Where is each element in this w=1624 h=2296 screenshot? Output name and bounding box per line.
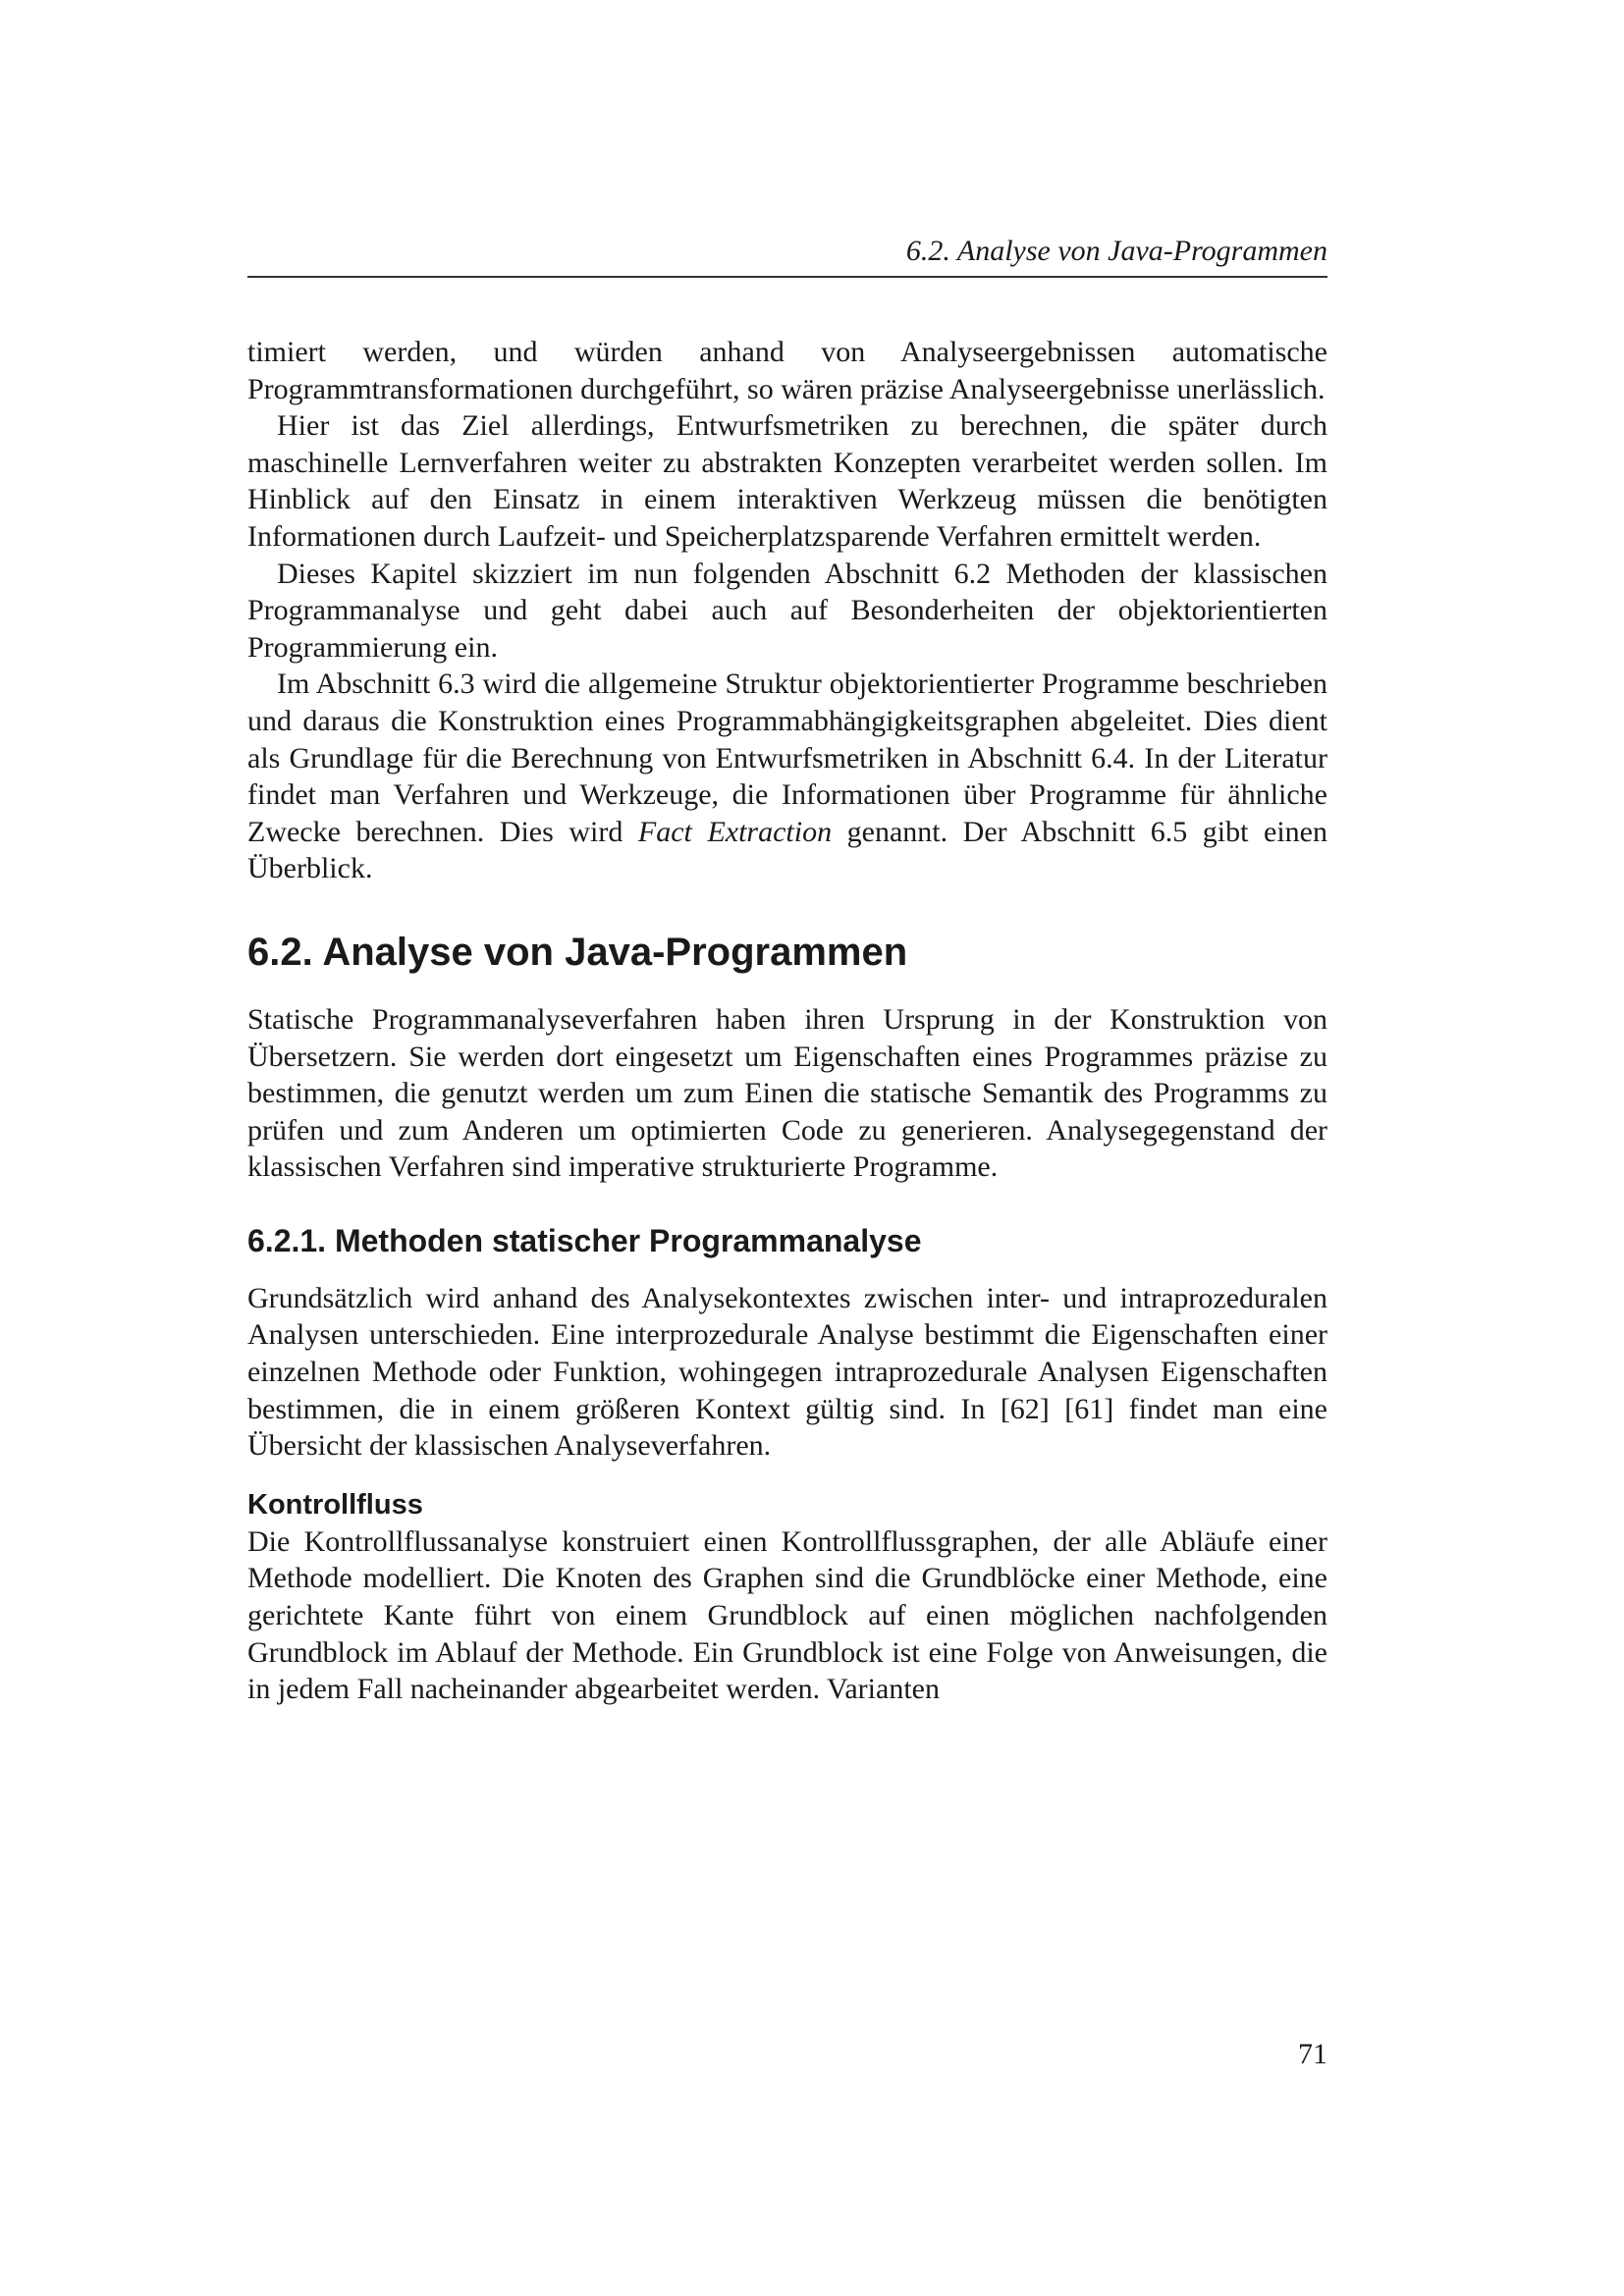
intro-paragraph-1: timiert werden, und würden anhand von Analyseergebnissen automatische Programmtransformationen durchgeführt, so wären präzise Analyseergebnisse unerlässlich. [247,336,1327,405]
running-header: 6.2. Analyse von Java-Programmen [905,235,1327,267]
body-text [247,334,1327,1708]
intro-paragraph-4-text-a: Im Abschnitt 6.3 wird die allgemeine Struktur objektorientierter Programme beschrieben und daraus die Konstruktion eines Programmabhängigkeitsgraphen abgeleitet. Dies dient als Grundlage für die Berechnung von Entwurfsmetriken in Abschnitt 6.4. In der Literatur findet man Verfahren und Werkzeuge, die Informationen über Programme für ähnliche Zwecke berechnen. Dies wird [247,667,1327,848]
kontrollfluss-paragraph: Die Kontrollflussanalyse konstruiert einen Kontrollflussgraphen, der alle Abläufe einer Methode modelliert. Die Knoten des Graphen sind die Grundblöcke einer Methode, eine gerichtete Kante führt von einem Grundblock auf einen möglichen nachfolgenden Grundblock im Ablauf der Methode. Ein Grundblock ist eine Folge von Anweisungen, die in jedem Fall nacheinander abgearbeitet werden. Varianten [247,1524,1327,1706]
fact-extraction-emphasis: Fact Extraction [637,815,833,848]
intro-paragraph-4 [247,666,1327,887]
section-heading: 6.2. Analyse von Java-Programmen [247,930,908,974]
subsection-paragraph-1: Grundsätzlich wird anhand des Analysekontextes zwischen inter- und intraprozeduralen Analysen unterschieden. Eine interprozedurale Analyse bestimmt die Eigenschaften einer einzelnen Methode oder Funktion, wohingegen intraprozedurale Analysen Eigenschaften bestimmen, die in einem größeren Kontext gültig sind. In [62] [61] findet man eine Übersicht der klassischen Analyseverfahren. [247,1281,1327,1463]
intro-paragraph-2: Hier ist das Ziel allerdings, Entwurfsmetriken zu berechnen, die später durch maschinelle Lernverfahren weiter zu abstrakten Konzepten verarbeitet werden sollen. Im Hinblick auf den Einsatz in einem interaktiven Werkzeug müssen die benötigten Informationen durch Laufzeit- und Speicherplatzsparende Verfahren ermittelt werden. [247,409,1327,553]
paragraph-heading-kontrollfluss: Kontrollfluss [247,1488,423,1521]
page-number: 71 [1298,2038,1327,2070]
section-paragraph-1: Statische Programmanalyseverfahren haben ihren Ursprung in der Konstruktion von Übersetzern. Sie werden dort eingesetzt um Eigenschaften eines Programmes präzise zu bestimmen, die genutzt werden um zum Einen die statische Semantik des Programms zu prüfen und zum Anderen um optimierten Code zu generieren. Analysegegenstand der klassischen Verfahren sind imperative strukturierte Programme. [247,1002,1327,1184]
intro-paragraph-4-text-b: genannt. Der Abschnitt 6.5 gibt einen Überblick. [247,815,1327,885]
subsection-heading: 6.2.1. Methoden statischer Programmanalyse [247,1222,922,1258]
intro-paragraph-3: Dieses Kapitel skizziert im nun folgenden Abschnitt 6.2 Methoden der klassischen Programmanalyse und geht dabei auch auf Besonderheiten der objektorientierten Programmierung ein. [247,557,1327,664]
header-rule [247,276,1327,278]
